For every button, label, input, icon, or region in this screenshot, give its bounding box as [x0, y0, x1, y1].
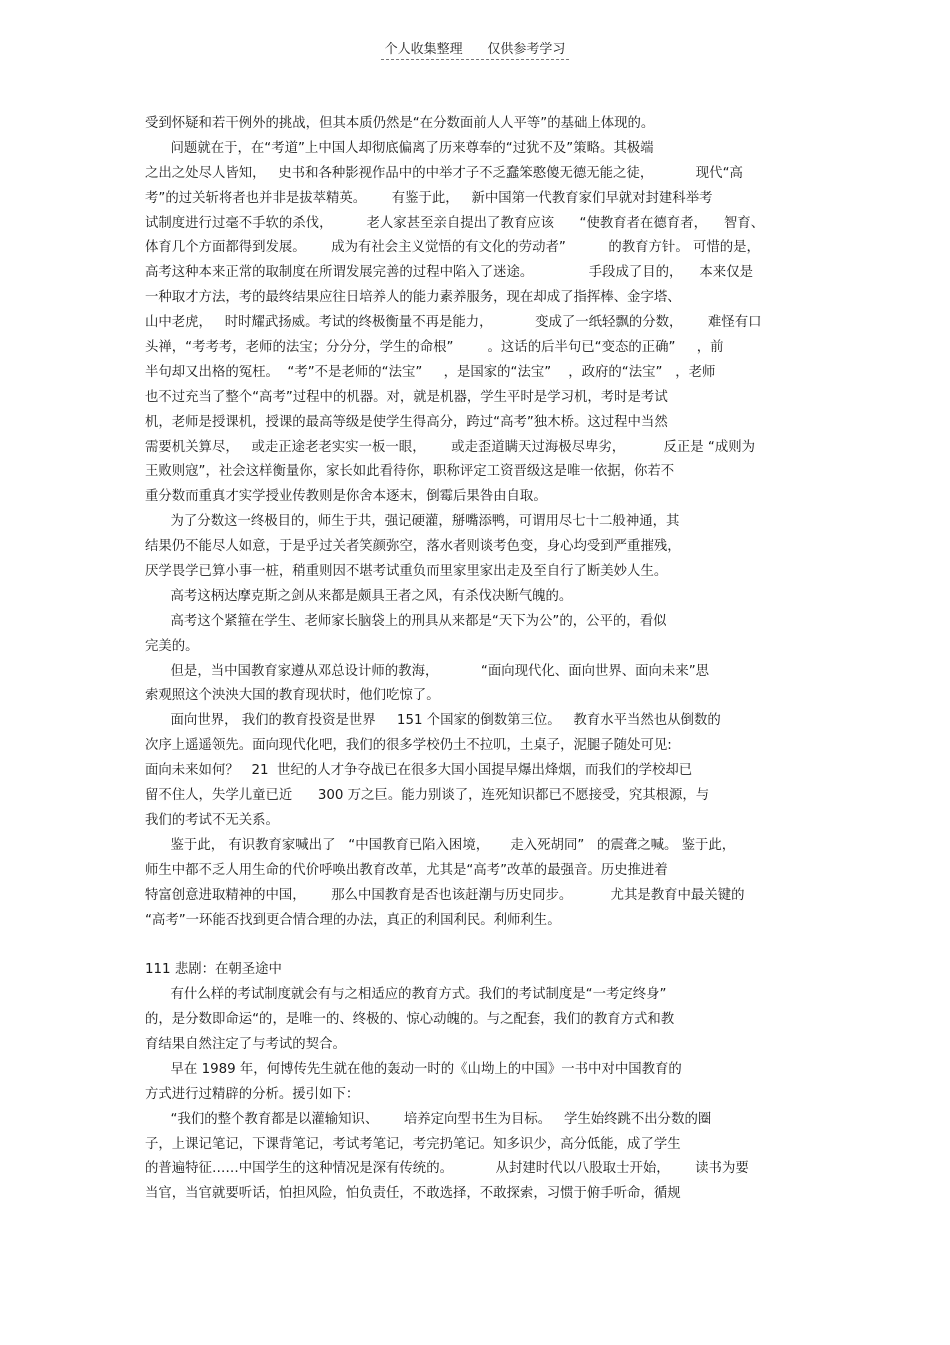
text-line: 试制度进行过毫不手软的杀伐， 老人家甚至亲自提出了教育应该 “使教育者在德育者， 智育、	[145, 215, 765, 231]
text-line: 机，老师是授课机，授课的最高等级是使学生得高分，跨过“高考”独木桥。这过程中当然	[145, 414, 668, 430]
text-line: “我们的整个教育都是以灌输知识、 培养定向型书生为目标。 学生始终跳不出分数的圈	[145, 1111, 712, 1127]
section-gap	[145, 933, 825, 958]
text-line: 的普遍特征……中国学生的这种情况是深有传统的。 从封建时代以八股取士开始， 读书为要	[145, 1161, 749, 1177]
text-line: 王败则寇”，社会这样衡量你，家长如此看待你，职称评定工资晋级这是唯一依据，你若不	[145, 464, 675, 480]
text-line: 完美的。	[145, 638, 199, 654]
text-line: 头禅，“考考考，老师的法宝；分分分，学生的命根” 。这话的后半句已“变态的正确” ，前	[145, 340, 724, 356]
text-line: 为了分数这一终极目的，师生于共，强记硬灌，掰嘴添鸭，可谓用尽七十二般神通，其	[145, 514, 680, 530]
text-line: 体育几个方面都得到发展。 成为有社会主义觉悟的有文化的劳动者” 的教育方针。 可惜的是，	[145, 240, 760, 256]
text-line: 结果仍不能尽人如意，于是乎过关者笑颜弥空，落水者则谈考色变，身心均受到严重摧残，	[145, 539, 681, 555]
text-line: 面向未来如何？ 21 世纪的人才争夺战已在很多大国小国提早爆出烽烟，而我们的学校却已	[145, 763, 693, 779]
text-line: 问题就在于，在“考道”上中国人却彻底偏离了历来尊奉的“过犹不及”策略。其极端	[145, 140, 654, 156]
text-line: 鉴于此， 有识教育家喊出了 “中国教育已陷入困境， 走入死胡同” 的震聋之喊。 鉴于此，	[145, 837, 736, 853]
header-text	[381, 38, 570, 60]
text-line: 需要机关算尽， 或走正途老老实实一板一眼， 或走歪道瞒天过海极尽卑劣， 反正是 “成则为	[145, 439, 756, 455]
text-line: 高考这个紧箍在学生、老师家长脑袋上的刑具从来都是“天下为公”的，公平的，看似	[145, 613, 667, 629]
text-line: 重分数而重真才实学授业传教则是你舍本逐末，倒霉后果咎由自取。	[145, 489, 547, 505]
body-section-b	[145, 958, 825, 1207]
section-heading: 111 悲剧：在朝圣途中	[145, 962, 282, 978]
text-line: 高考这柄达摩克斯之剑从来都是颇具王者之风，有杀伐决断气魄的。	[145, 588, 573, 604]
text-line: 面向世界， 我们的教育投资是世界 151 个国家的倒数第三位。 教育水平当然也从倒数的	[145, 713, 721, 729]
text-line: 子，上课记笔记，下课背笔记，考试考笔记，考完扔笔记。知多识少，高分低能，成了学生	[145, 1136, 681, 1152]
page-header	[0, 38, 950, 60]
text-line: 也不过充当了整个“高考”过程中的机器。对，就是机器，学生平时是学习机，考时是考试	[145, 389, 668, 405]
body-section-a	[145, 112, 825, 933]
text-line: 师生中都不乏人用生命的代价呼唤出教育改革，尤其是“高考”改革的最强音。历史推进着	[145, 862, 668, 878]
header-spacer	[463, 42, 488, 57]
text-line: 有什么样的考试制度就会有与之相适应的教育方式。我们的考试制度是“一考定终身”	[145, 987, 667, 1003]
text-line: 一种取才方法，考的最终结果应往日培养人的能力素养服务，现在却成了指挥棒、金字塔、	[145, 290, 681, 306]
text-line: 育结果自然注定了与考试的契合。	[145, 1036, 346, 1052]
text-line: 但是，当中国教育家遵从邓总设计师的教海， “面向现代化、面向世界、面向未来”思	[145, 663, 710, 679]
document-body	[145, 112, 825, 1207]
text-line: 早在 1989 年，何博传先生就在他的轰动一时的《山坳上的中国》一书中对中国教育的	[145, 1061, 682, 1077]
text-line: 半句却又出格的冤枉。 “考”不是老师的“法宝” ，是国家的“法宝” ，政府的“法宝” ，老师	[145, 364, 716, 380]
text-line: 厌学畏学已算小事一桩，稍重则因不堪考试重负而里家里家出走及至自行了断美妙人生。	[145, 564, 668, 580]
header-left: 个人收集整理	[384, 42, 463, 57]
text-line: 特富创意进取精神的中国， 那么中国教育是否也该赶潮与历史同步。 尤其是教育中最关键的	[145, 887, 745, 903]
text-line: 索观照这个泱泱大国的教育现状时，他们吃惊了。	[145, 688, 440, 704]
text-line: 考”的过关斩将者也并非是拔萃精英。 有鉴于此， 新中国第一代教育家们早就对封建科举考	[145, 190, 713, 206]
text-line: 山中老虎， 时时耀武扬威。考试的终极衡量不再是能力， 变成了一纸轻飘的分数， 难怪有口	[145, 315, 762, 331]
text-line: 当官，当官就要听话，怕担风险，怕负责任，不敢选择，不敢探索，习惯于俯手听命，循规	[145, 1186, 681, 1202]
text-line: 留不住人，失学儿童已近 300 万之巨。能力别谈了，连死知识都已不愿接受，究其根源，与	[145, 788, 710, 804]
text-line: 我们的考试不无关系。	[145, 812, 279, 828]
text-line: 次序上遥遥领先。面向现代化吧，我们的很多学校仍土不拉叽，土桌子，泥腿子随处可见:	[145, 738, 672, 754]
text-line: 之出之处尽人皆知， 史书和各种影视作品中的中举才子不乏蠢笨憨傻无德无能之徒， 现代“高	[145, 165, 743, 181]
text-line: 高考这种本来正常的取制度在所谓发展完善的过程中陷入了迷途。 手段成了目的， 本来仅是	[145, 265, 753, 281]
header-right: 仅供参考学习	[487, 42, 566, 57]
text-line: 的，是分数即命运“的，是唯一的、终极的、惊心动魄的。与之配套，我们的教育方式和教	[145, 1012, 675, 1028]
text-line: “高考”一环能否找到更合情合理的办法，真正的利国利民。利师利生。	[145, 912, 561, 928]
text-line: 受到怀疑和若干例外的挑战，但其本质仍然是“在分数面前人人平等”的基础上体现的。	[145, 116, 655, 131]
text-line: 方式进行过精辟的分析。援引如下：	[145, 1086, 360, 1102]
